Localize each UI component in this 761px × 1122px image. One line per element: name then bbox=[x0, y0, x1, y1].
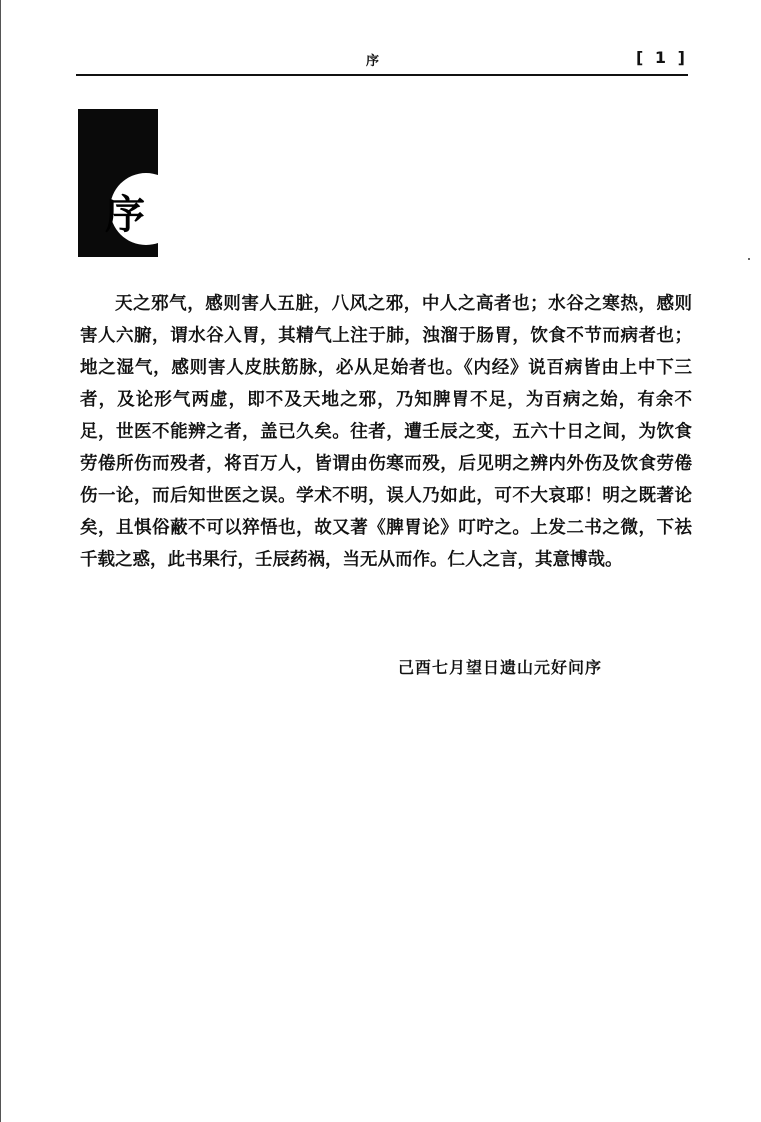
running-header-title: 序 bbox=[366, 54, 380, 69]
scan-speck bbox=[748, 258, 750, 260]
page-number: [ 1 ] bbox=[636, 48, 688, 67]
section-title: 序 bbox=[105, 192, 145, 238]
header-divider bbox=[76, 74, 688, 76]
preface-body bbox=[80, 288, 692, 576]
page-edge-rule bbox=[0, 0, 1, 1122]
preface-paragraph: 天之邪气，感则害人五脏，八风之邪，中人之高者也；水谷之寒热，感则害人六腑，谓水谷入胃，其精气上注于肺，浊溜于肠胃，饮食不节而病者也；地之湿气，感则害人皮肤筋脉，必从足始者也。《内经》说百病皆由上中下三者，及论形气两虚，即不及天地之邪，乃知脾胃不足，为百病之始，有余不足，世医不能辨之者，盖已久矣。往者，遭壬辰之变，五六十日之间，为饮食劳倦所伤而殁者，将百万人，皆谓由伤寒而殁，后见明之辨内外伤及饮食劳倦伤一论，而后知世医之误。学术不明，误人乃如此，可不大哀耶！明之既著论矣，且惧俗蔽不可以猝悟也，故又著《脾胃论》叮咛之。上发二书之微，下祛千载之惑，此书果行，壬辰药祸，当无从而作。仁人之言，其意博哉。 bbox=[80, 294, 692, 570]
preface-signature: 己酉七月望日遗山元好问序 bbox=[398, 658, 603, 677]
